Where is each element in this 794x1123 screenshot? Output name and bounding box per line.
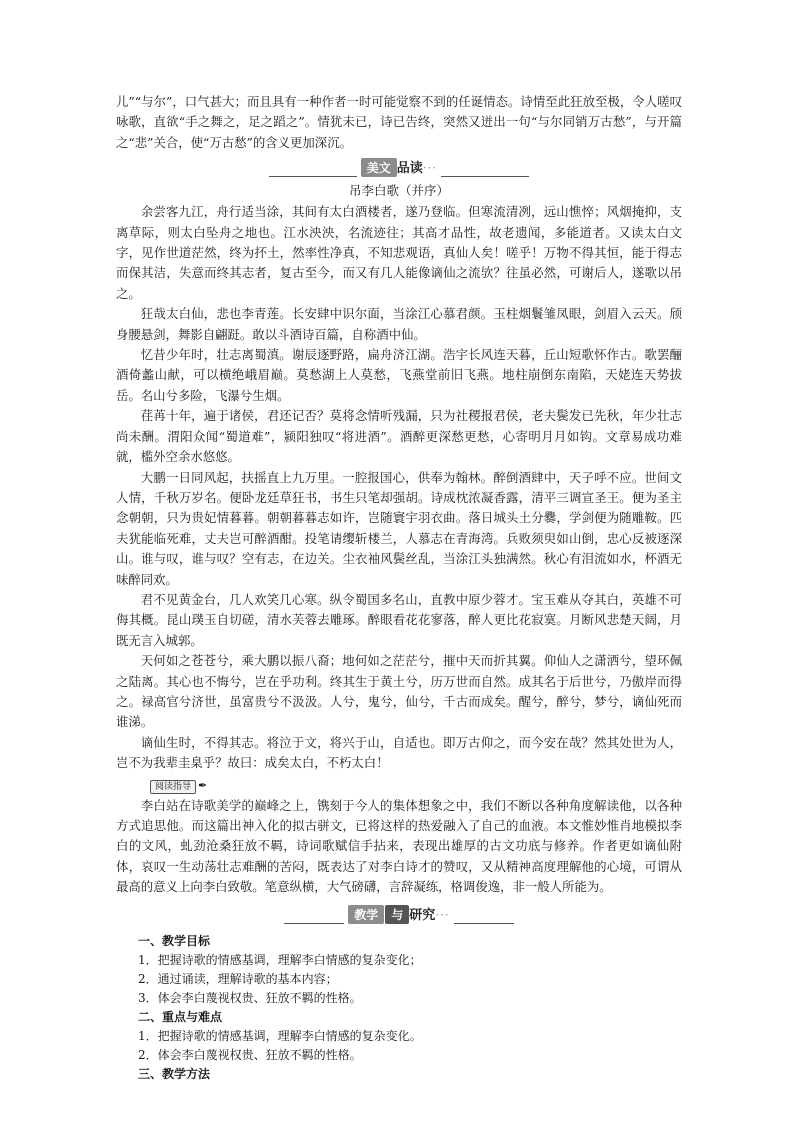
- poem-paragraph: 狂哉太白仙，悲也李青莲。长安肆中识尔面，当涂江心慕君颜。玉柱烟鬟雏凤眼，剑眉入云天。颀身腰悬剑，舞影自翩跹。敢以斗酒诗百篇，自称酒中仙。: [116, 306, 682, 342]
- poem-paragraph: 忆昔少年时，壮志离蜀滇。谢辰逐野路，扁舟济江湖。浩宇长风连天暮，丘山短歌怀作古。歌罢酾酒倚蠡山献，可以横绝峨眉巅。莫愁湖上人莫愁，飞燕堂前旧飞燕。地柱崩倒东南陷，天姥连天势拔岳。名山兮多险，飞瀑兮生烟。: [116, 347, 682, 403]
- pen-icon: ✒: [198, 778, 208, 792]
- banner-dots: ···: [435, 907, 450, 922]
- banner-label-rest: 研究: [409, 907, 436, 923]
- focus-item: 2．体会李白蔑视权贵、狂放不羁的性格。: [138, 1047, 362, 1062]
- poem-paragraph: 余尝客九江，舟行适当涂，其间有太白酒楼者，遂乃登临。但寒流清冽，远山憔悴；风烟掩抑，支离草际，则太白坠舟之地也。江水泱泱，名流迹往；其高才品性，故老遗闻，多能道者。又读太白文字，见作世道茫然，终为抔土，然率性净真，不知悲观语，真仙人矣！嗟乎！万物不得其恒，能于得志而保其洁，失意而终其志者，复古至今，而又有几人能像谪仙之流欤？往虽必然，可谢后人，遂歌以吊之。: [116, 204, 682, 301]
- reading-guide-tag-row: [116, 774, 682, 796]
- section-banner-teaching: [284, 904, 514, 926]
- poem-title: 吊李白歌（并序）: [348, 183, 449, 199]
- poem-paragraph: 荏苒十年，遍于诸侯，君还记否？莫将念情听残漏，只为社稷报君侯，老夫鬓发已先秋，年少壮志尚未酬。渭阳众闻“蜀道难”，颍阳独叹“将进酒”。酒醉更深愁更愁，心寄明月月如钩。文章易成功难就，槛外空余水悠悠。: [116, 408, 682, 465]
- teaching-goal-item: 2．通过诵读，理解诗歌的基本内容；: [138, 971, 338, 986]
- section-banner-appreciation: [269, 157, 529, 179]
- poem-paragraph: 大鹏一日同风起，扶摇直上九万里。一腔报国心，供奉为翰林。醉倒酒肆中，天子呼不应。世间文人情，千秋万岁名。便卧龙廷草狂书，书生只笔却强胡。诗成枕浓凝香露，清平三调宣圣王。便为圣主念朝朝，只为贵妃情暮暮。朝朝暮暮志如许，岂随寰宇羽衣曲。落日城头土分爨，学剑便为随雕鞍。匹夫犹能临死难，丈夫岂可醉酒酣。投笔请缨斩楼兰，人慕志在青海湾。兵败须臾如山倒，忠心反被逐深山。谁与叹，谁与叹？空有志，在边关。尘衣袖风鬓丝乱，当涂江头独满然。秋心有泪流如水，杯酒无味醉同欢。: [116, 469, 682, 587]
- teaching-goal-item: 3．体会李白蔑视权贵、狂放不羁的性格。: [138, 990, 362, 1005]
- document-page: [116, 92, 682, 1084]
- banner-label-rest: 品读: [396, 161, 423, 177]
- reading-guide-paragraph: 李白站在诗歌美学的巅峰之上，镌刻于今人的集体想象之中，我们不断以各种角度解读他，以各种方式追思他。而这篇出神入化的拟古骈文，已将这样的热爱融入了自己的血液。本文惟妙惟肖地模拟李白的文风，虬劲沧桑狂放不羁，诗词歌赋信手拈来，表现出雄厚的古文功底与修养。作者更如谪仙附体，哀叹一生动荡壮志难酬的苦闷，既表达了对李白诗才的赞叹，又从精神高度理解他的心境，可谓从最高的意义上向李白致敬。笔意纵横，大气磅礴，言辞凝练，格调俊逸，非一般人所能为。: [116, 797, 682, 895]
- teaching-goal-item: 1．把握诗歌的情感基调，理解李白情感的复杂变化；: [138, 952, 422, 967]
- focus-heading: 二、重点与难点: [138, 1009, 223, 1024]
- reading-guide-tag: 阅读指导: [150, 780, 196, 794]
- banner-label-box: 美文: [361, 158, 397, 177]
- banner-dots: ···: [422, 161, 438, 176]
- poem-paragraph: 天何如之苍苍兮，乘大鹏以振八裔；地何如之茫茫兮，摧中天而折其翼。仰仙人之潇洒兮，望环佩之陆离。其心也不悔兮，岂在乎功利。终其生于黄土兮，历万世而自然。成其名于后世兮，乃傲岸而得之。禄高官兮济世，虽富贵兮不汲汲。人兮，鬼兮，仙兮，千古而成矣。醒兮，醉兮，梦兮，谪仙死而谁涕。: [116, 653, 682, 730]
- poem-paragraph: 谪仙生时，不得其志。将泣于文，将兴于山，自适也。即万古仰之，而今安在哉？然其处世为人，岂不为我辈圭臬乎？故曰：成矣太白，不朽太白！: [116, 734, 682, 771]
- banner-label-box-2: 与: [385, 905, 409, 924]
- teaching-goals-heading: 一、教学目标: [138, 933, 211, 948]
- method-heading: 三、教学方法: [138, 1066, 211, 1081]
- focus-item: 1．把握诗歌的情感基调，理解李白情感的复杂变化。: [138, 1028, 422, 1043]
- teaching-section: [116, 932, 682, 1084]
- banner-label-box: 教学: [348, 905, 384, 924]
- poem-paragraph: 君不见黄金台，几人欢笑几心寒。纵令蜀国多名山，直教中原少蓉才。宝玉难从夺其白，英雄不可侮其概。昆山璞玉自切磋，清水芙蓉去雕琢。醉眼看花花寥落，醉人更比花寂寞。月断风悲楚天阔，月既无言入城郭。: [116, 591, 682, 648]
- intro-paragraph: 儿”“与尔”，口气甚大；而且具有一种作者一时可能觉察不到的任诞情态。诗情至此狂放至极，令人嗟叹咏歌，直欲“手之舞之，足之蹈之”。情犹未已，诗已告终，突然又迸出一句“与尔同销万古愁”，与开篇之“悲”关合，使“万古愁”的含义更加深沉。: [116, 94, 682, 150]
